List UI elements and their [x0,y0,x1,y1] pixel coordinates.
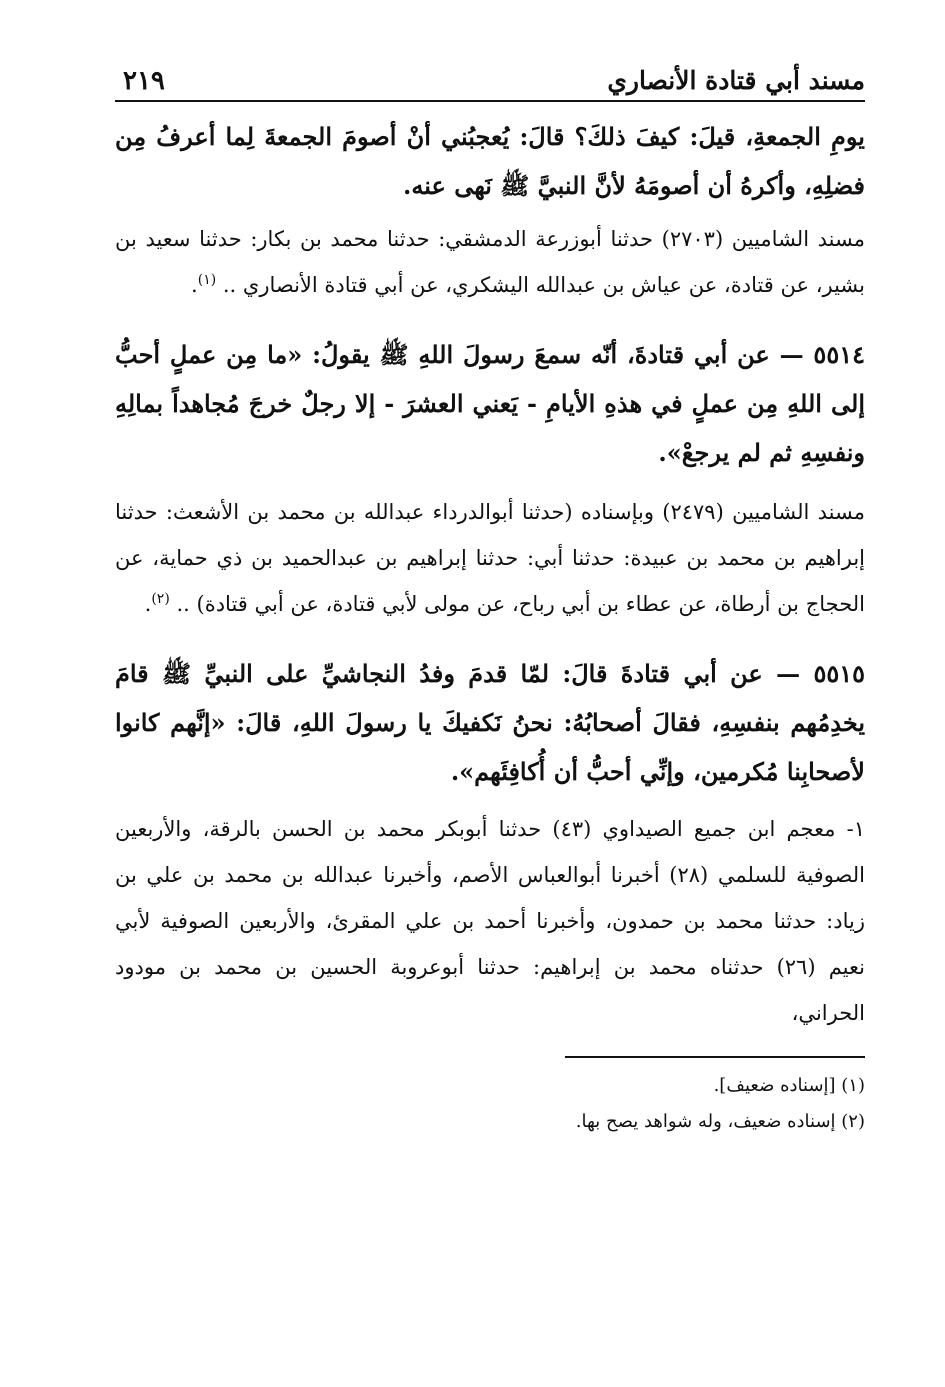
hadith-number: ٥٥١٥ [813,659,866,688]
hadith-continuation: يومِ الجمعةِ، قيلَ: كيفَ ذلكَ؟ قالَ: يُعجبُني أنْ أصومَ الجمعةَ لِما أعرفُ مِن فضلِهِ، وأكرهُ أن أصومَهُ لأنَّ النبيَّ ﷺ نَهى عنه. [115,122,865,200]
footnote-2: (٢) إسناده ضعيف، وله شواهد يصح بها. [575,1111,865,1132]
source-paragraph-3: ١- معجم ابن جميع الصيداوي (٤٣) حدثنا أبوبكر محمد بن الحسن بالرقة، والأربعين الصوفية للسلمي (٢٨) أخبرنا أبوالعباس الأصم، وأخبرنا عبدالله بن محمد بن علي بن زياد: حدثنا محمد بن حمدون، وأخبرنا أحمد بن علي المقرئ، والأربعين الصوفية لأبي نعيم (٢٦) حدثناه محمد بن إبراهيم: حدثنا أبوعروبة الحسين بن محمد بن مودود الحراني، [115,817,865,1025]
source-text: مسند الشاميين (٢٤٧٩) وبإسناده (حدثنا أبوالدرداء عبدالله بن محمد بن الأشعث: حدثنا إبراهيم بن محمد بن عبيدة: حدثنا أبي: حدثنا إبراهيم بن عبدالحميد بن ذي حماية، عن الحجاج بن أرطاة، عن عطاء بن أبي رباح، عن مولى لأبي قتادة، عن أبي قتادة) .. [115,500,865,616]
book-page [115,58,865,1140]
running-header [115,58,865,102]
footnote-separator [565,1056,865,1058]
hadith-number: ٥٥١٤ [813,340,865,369]
source-text: مسند الشاميين (٢٧٠٣) حدثنا أبوزرعة الدمشقي: حدثنا محمد بن بكار: حدثنا سعيد بن بشير، عن قتادة، عن عياش بن عبدالله اليشكري، عن أبي قتادة الأنصاري .. [115,227,865,297]
source-paragraph-1: مسند الشاميين (٢٧٠٣) حدثنا أبوزرعة الدمشقي: حدثنا محمد بن بكار: حدثنا سعيد بن بشير، عن قتادة، عن عياش بن عبدالله اليشكري، عن أبي قتادة الأنصاري .. $^{(١)}$. [115,227,865,297]
footnote-ref-2: (٢) [151,591,170,607]
page-number: ٢١٩ [123,66,165,96]
running-title: مسند أبي قتادة الأنصاري [607,66,865,95]
hadith-text: عن أبي قتادةَ، أنّه سمعَ رسولَ اللهِ ﷺ يقولُ: «ما مِن عملٍ أحبُّ إلى اللهِ مِن عملٍ في هذهِ الأيامِ - يَعني العشرَ - إلا رجلٌ خرجَ مُجاهداً بمالِهِ ونفسِهِ ثم لم يرجعْ». [115,340,865,467]
footnote-1: (١) [إسناده ضعيف]. [713,1075,865,1096]
source-paragraph-2: مسند الشاميين (٢٤٧٩) وبإسناده (حدثنا أبوالدرداء عبدالله بن محمد بن الأشعث: حدثنا إبراهيم بن محمد بن عبيدة: حدثنا أبي: حدثنا إبراهيم بن عبدالحميد بن ذي حماية، عن الحجاج بن أرطاة، عن عطاء بن أبي رباح، عن مولى لأبي قتادة، عن أبي قتادة) .. $^{(٢)}$. [115,500,865,616]
footnote-ref-1: (١) [197,272,217,288]
hadith-text: عن أبي قتادةَ قالَ: لمّا قدمَ وفدُ النجاشيِّ على النبيِّ ﷺ قامَ يخدِمُهم بنفسِهِ، فقالَ أصحابُهُ: نحنُ نَكفيكَ يا رسولَ اللهِ، قالَ: «إنَّهم كانوا لأصحابِنا مُكرمين، وإنِّي أحبُّ أن أُكافِئَهم». [115,659,865,786]
hadith-5515: ٥٥١٥ — عن أبي قتادةَ قالَ: لمّا قدمَ وفدُ النجاشيِّ على النبيِّ ﷺ قامَ يخدِمُهم بنفسِهِ، فقالَ أصحابُهُ: نحنُ نَكفيكَ يا رسولَ اللهِ، قالَ: «إنَّهم كانوا لأصحابِنا مُكرمين، وإنِّي أحبُّ أن أُكافِئَهم». [115,659,866,786]
hadith-5514: ٥٥١٤ — عن أبي قتادةَ، أنّه سمعَ رسولَ اللهِ ﷺ يقولُ: «ما مِن عملٍ أحبُّ إلى اللهِ مِن عملٍ في هذهِ الأيامِ - يَعني العشرَ - إلا رجلٌ خرجَ مُجاهداً بمالِهِ ونفسِهِ ثم لم يرجعْ». [115,340,865,467]
